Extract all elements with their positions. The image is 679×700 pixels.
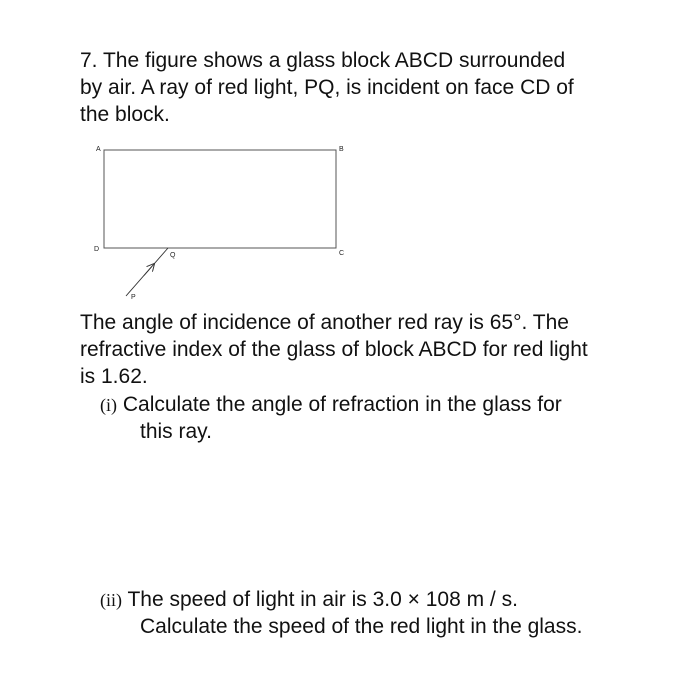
vertex-label-b: B bbox=[339, 146, 344, 153]
intro-line-3: the block. bbox=[80, 103, 170, 126]
intro-line-2: by air. A ray of red light, PQ, is incident on face CD of bbox=[80, 76, 574, 99]
part-i-question bbox=[100, 391, 562, 419]
part-i-marker: (i) bbox=[100, 395, 117, 415]
part-i-text: Calculate the angle of refraction in the glass for bbox=[122, 393, 562, 416]
part-ii-text: The speed of light in air is 3.0 × 108 m / s. bbox=[127, 588, 518, 611]
question-data bbox=[80, 309, 660, 390]
glass-block-abcd bbox=[104, 150, 336, 248]
part-ii-question bbox=[100, 586, 518, 614]
point-label-q: Q bbox=[170, 252, 176, 259]
part-i-continuation: this ray. bbox=[140, 420, 212, 443]
data-line-2: refractive index of the glass of block ABCD for red light bbox=[80, 338, 588, 361]
glass-block-diagram bbox=[86, 140, 366, 305]
part-ii-continuation: Calculate the speed of the red light in the glass. bbox=[140, 615, 583, 638]
data-line-3: is 1.62. bbox=[80, 365, 148, 388]
vertex-label-d: D bbox=[94, 246, 100, 253]
vertex-label-a: A bbox=[96, 146, 101, 153]
intro-line-1: 7. The figure shows a glass block ABCD surrounded bbox=[80, 49, 566, 72]
ray-direction-arrow bbox=[144, 266, 152, 275]
vertex-label-c: C bbox=[339, 250, 345, 257]
part-ii-marker: (ii) bbox=[100, 590, 122, 610]
point-label-p: P bbox=[131, 294, 136, 301]
question-intro bbox=[80, 47, 650, 128]
data-line-1: The angle of incidence of another red ray is 65°. The bbox=[80, 311, 569, 334]
